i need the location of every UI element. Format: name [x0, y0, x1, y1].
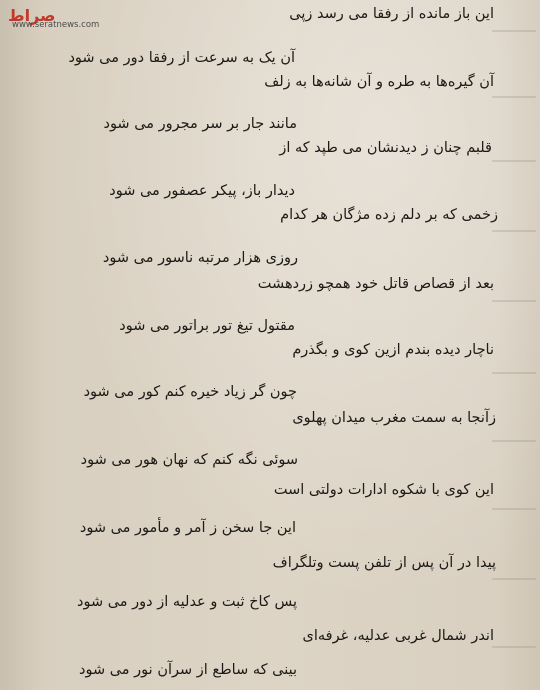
- poem-line: بینی که ساطع از سرآن نور می شود: [79, 662, 297, 678]
- site-logo: صراط: [8, 6, 56, 25]
- poem-line: پیدا در آن پس از تلفن پست وتلگراف: [272, 555, 496, 571]
- poem-line: این جا سخن ز آمر و مأمور می شود: [79, 520, 296, 536]
- poem-line: چون گر زیاد خیره کنم کور می شود: [83, 384, 297, 400]
- poem-line: ناچار دیده بندم ازین کوی و بگذرم: [292, 342, 494, 358]
- poem-line: این باز مانده از رفقا می رسد زپی: [289, 6, 494, 22]
- poem-line: زخمی که بر دلم زده مژگان هر کدام: [280, 207, 498, 223]
- poem-line: آن گیره‌ها به طره و آن شانه‌ها به زلف: [264, 74, 494, 90]
- poem-line: بعد از قصاص قاتل خود همچو زردهشت: [257, 276, 494, 292]
- poem-line: این کوی با شکوه ادارات دولتی است: [273, 482, 494, 498]
- poem-line: دیدار باز، پیکر عصفور می شود: [109, 183, 295, 199]
- poem-line: اندر شمال غربی عدلیه، غرفه‌ای: [302, 628, 494, 644]
- site-url: www.seratnews.com: [12, 20, 100, 30]
- poem-line: روزی هزار مرتبه ناسور می شود: [102, 250, 298, 266]
- poem-line: زآنجا به سمت مغرب میدان پهلوی: [292, 410, 496, 426]
- poem-line: مانند جار بر سر مجرور می شود: [103, 116, 297, 132]
- poem-line: پس کاخ ثبت و عدلیه از دور می شود: [77, 594, 297, 610]
- poem-line: آن یک به سرعت از رفقا دور می شود: [68, 50, 295, 66]
- poem-line: مقتول تیغ تور براتور می شود: [119, 318, 295, 334]
- poem-line: قلبم چنان ز دیدنشان می طپد که از: [279, 140, 492, 156]
- poem-line: سوئی نگه کنم که نهان هور می شود: [80, 452, 298, 468]
